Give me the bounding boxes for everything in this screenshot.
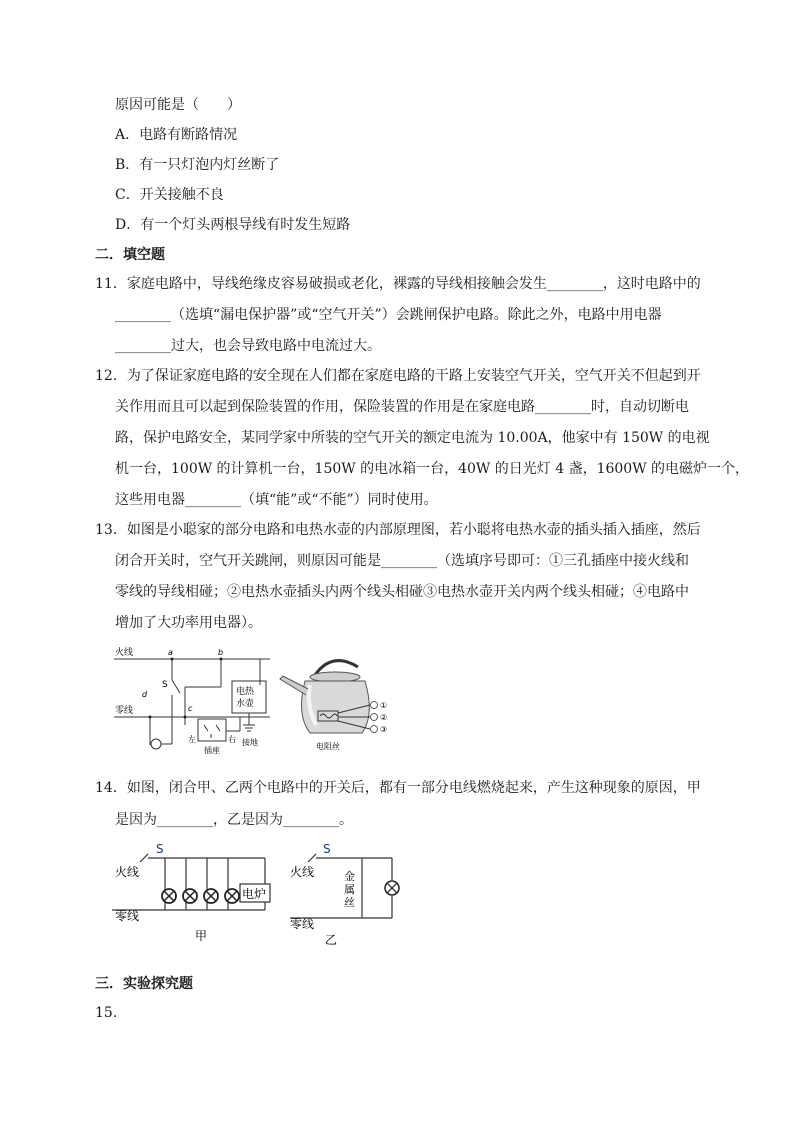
fig14-jia-live-label: 火线 <box>115 865 140 879</box>
q14-circuits-figure <box>110 840 410 950</box>
q13-circuit-figure <box>110 645 400 755</box>
fig14-yi-switch-label: S <box>323 842 331 856</box>
q10-option-c: C．开关接触不良 <box>115 187 224 203</box>
q12-line-4: 机一台，100W 的计算机一台，150W 的电冰箱一台，40W 的日光灯 4 盏，1600W 的电磁炉一个， <box>115 461 750 477</box>
fig13-node-a: a <box>168 648 173 657</box>
q13-line-1: 13．如图是小聪家的部分电路和电热水壶的内部原理图，若小聪将电热水壶的插头插入插座，然后 <box>95 522 701 538</box>
fig13-live-label: 火线 <box>115 648 134 658</box>
fig13-resistance-wire-label: 电阻丝 <box>316 742 340 751</box>
section-heading-experiment: 三．实验探究题 <box>95 976 193 992</box>
fig13-kettle-label-1: 电热 <box>236 687 255 697</box>
section-heading-fill-blank: 二．填空题 <box>95 247 165 263</box>
fig13-left-label: 左 <box>188 735 196 744</box>
q13-line-4: 增加了大功率用电器）。 <box>115 615 262 631</box>
q11-line-2: ________（选填“漏电保护器”或“空气开关”）会跳闸保护电路。除此之外，电路中用电器 <box>115 307 662 323</box>
fig13-connector-3: ③ <box>380 725 388 734</box>
fig14-metal-wire-label-3: 丝 <box>344 896 355 909</box>
q12-line-1: 12．为了保证家庭电路的安全现在人们都在家庭电路的干路上安装空气开关，空气开关不但起到开 <box>95 368 701 384</box>
fig13-node-c: c <box>188 704 193 713</box>
fig14-yi-neutral-label: 零线 <box>290 917 315 931</box>
q10-option-d: D．有一个灯头两根导线有时发生短路 <box>115 217 351 233</box>
fig14-metal-wire-label-1: 金 <box>344 870 355 883</box>
fig13-socket-label: 插座 <box>204 746 220 755</box>
q15-number: 15. <box>95 1005 118 1021</box>
fig14-metal-wire-label-2: 属 <box>344 883 355 896</box>
q13-line-2: 闭合开关时，空气开关跳闸，则原因可能是________（选填序号即可：①三孔插座中接火线和 <box>115 553 689 569</box>
fig13-kettle-label-2: 水壶 <box>236 699 255 709</box>
fig13-right-label: 右 <box>228 735 236 744</box>
q10-stem-continuation: 原因可能是（ ） <box>115 97 241 113</box>
q12-line-3: 路，保护电路安全，某同学家中所装的空气开关的额定电流为 10.00A，他家中有 150W 的电视 <box>115 430 710 446</box>
fig14-jia-neutral-label: 零线 <box>115 909 140 923</box>
fig13-node-d: d <box>142 690 148 699</box>
fig14-stove-label: 电炉 <box>242 887 267 901</box>
q12-line-5: 这些用电器________（填“能”或“不能”）同时使用。 <box>115 492 438 508</box>
fig13-neutral-label: 零线 <box>115 706 134 716</box>
q12-line-2: 关作用而且可以起到保险装置的作用，保险装置的作用是在家庭电路________时，自动切断电 <box>115 399 689 415</box>
fig13-connector-2: ② <box>380 713 388 722</box>
fig14-jia-switch-label: S <box>156 842 164 856</box>
fig13-ground-label: 接地 <box>242 738 258 747</box>
fig13-switch-label: S <box>162 680 168 690</box>
fig14-yi-live-label: 火线 <box>290 865 315 879</box>
kettle-illustration <box>280 661 378 733</box>
q14-line-1: 14．如图，闭合甲、乙两个电路中的开关后，都有一部分电线燃烧起来，产生这种现象的原因，甲 <box>95 780 701 796</box>
q14-line-2: 是因为________，乙是因为________。 <box>115 812 353 828</box>
fig14-yi-caption: 乙 <box>325 933 338 947</box>
q10-option-b: B．有一只灯泡内灯丝断了 <box>115 157 280 173</box>
q10-option-a: A．电路有断路情况 <box>115 127 238 143</box>
fig14-jia-caption: 甲 <box>195 929 208 943</box>
q13-line-3: 零线的导线相碰；②电热水壶插头内两个线头相碰③电热水壶开关内两个线头相碰；④电路中 <box>115 584 689 600</box>
fig13-node-b: b <box>218 648 224 657</box>
q11-line-1: 11．家庭电路中，导线绝缘皮容易破损或老化，裸露的导线相接触会发生________，这时电路中的 <box>95 276 701 292</box>
q11-line-3: ________过大，也会导致电路中电流过大。 <box>115 338 381 354</box>
fig13-connector-1: ① <box>380 701 388 710</box>
